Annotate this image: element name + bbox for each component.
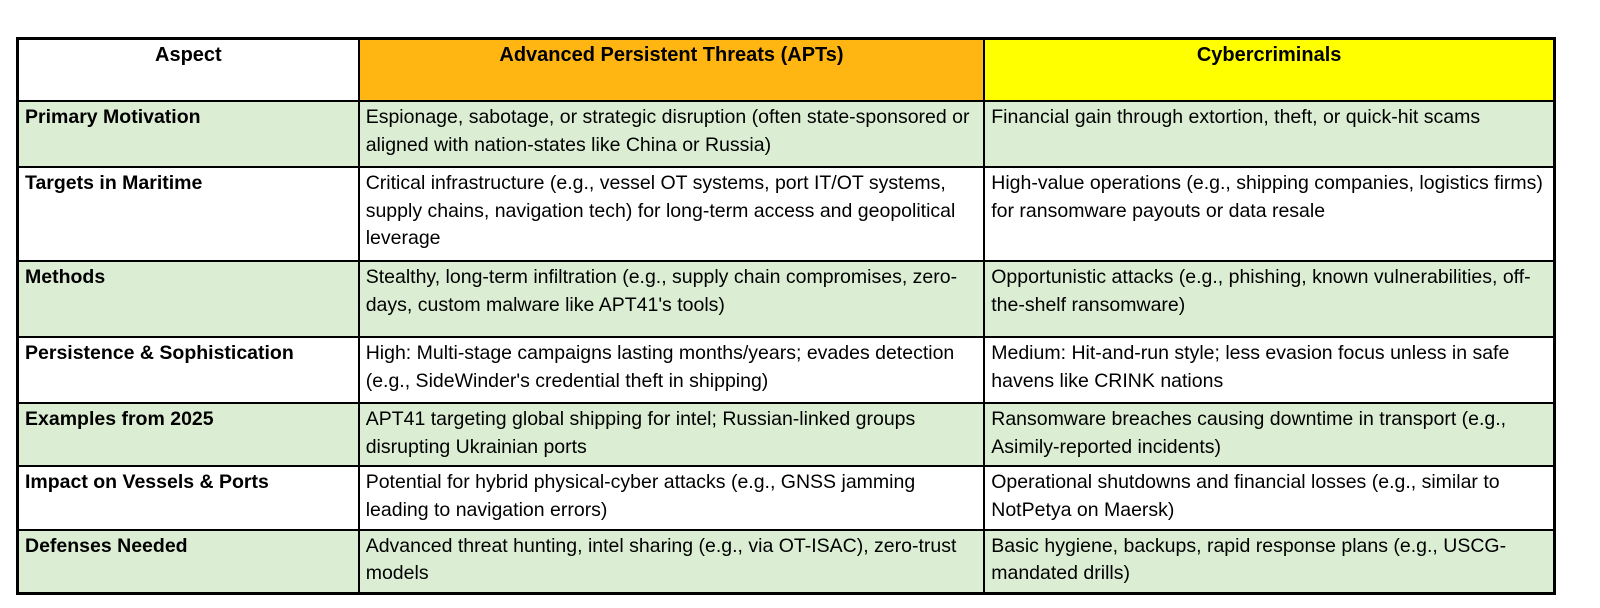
apt-cell: Espionage, sabotage, or strategic disruption (often state-sponsored or aligned with nation-states like China or Russia) (359, 101, 985, 167)
row-header-cell: Methods (18, 261, 359, 337)
table-row (18, 530, 1555, 594)
row-header-cell: Defenses Needed (18, 530, 359, 594)
row-header-cell: Examples from 2025 (18, 403, 359, 466)
table-row (18, 403, 1555, 466)
row-header-cell: Primary Motivation (18, 101, 359, 167)
cybercriminals-cell: Opportunistic attacks (e.g., phishing, known vulnerabilities, off-the-shelf ransomware) (984, 261, 1554, 337)
cybercriminals-cell: Medium: Hit-and-run style; less evasion focus unless in safe havens like CRINK nations (984, 337, 1554, 403)
table-row (18, 167, 1555, 261)
column-header-aspect: Aspect (18, 39, 359, 102)
apt-cell: APT41 targeting global shipping for intel; Russian-linked groups disrupting Ukrainian ports (359, 403, 985, 466)
table-row (18, 337, 1555, 403)
apt-cell: High: Multi-stage campaigns lasting months/years; evades detection (e.g., SideWinder's credential theft in shipping) (359, 337, 985, 403)
cybercriminals-cell: Basic hygiene, backups, rapid response plans (e.g., USCG-mandated drills) (984, 530, 1554, 594)
column-header-apts: Advanced Persistent Threats (APTs) (359, 39, 985, 102)
apt-cell: Advanced threat hunting, intel sharing (e.g., via OT-ISAC), zero-trust models (359, 530, 985, 594)
cybercriminals-cell: High-value operations (e.g., shipping companies, logistics firms) for ransomware payouts or data resale (984, 167, 1554, 261)
cybercriminals-cell: Financial gain through extortion, theft, or quick-hit scams (984, 101, 1554, 167)
table-row (18, 261, 1555, 337)
apt-cell: Critical infrastructure (e.g., vessel OT systems, port IT/OT systems, supply chains, navigation tech) for long-term access and geopolitical leverage (359, 167, 985, 261)
apt-cell: Stealthy, long-term infiltration (e.g., supply chain compromises, zero-days, custom malware like APT41's tools) (359, 261, 985, 337)
table-row (18, 101, 1555, 167)
table-header-row (18, 39, 1555, 102)
cybercriminals-cell: Operational shutdowns and financial losses (e.g., similar to NotPetya on Maersk) (984, 466, 1554, 529)
table-body (18, 101, 1555, 594)
row-header-cell: Persistence & Sophistication (18, 337, 359, 403)
cybercriminals-cell: Ransomware breaches causing downtime in transport (e.g., Asimily-reported incidents) (984, 403, 1554, 466)
apt-vs-cybercriminals-table (16, 37, 1556, 595)
apt-cell: Potential for hybrid physical-cyber attacks (e.g., GNSS jamming leading to navigation errors) (359, 466, 985, 529)
row-header-cell: Impact on Vessels & Ports (18, 466, 359, 529)
row-header-cell: Targets in Maritime (18, 167, 359, 261)
comparison-table-container (16, 37, 1556, 595)
table-row (18, 466, 1555, 529)
column-header-cybercriminals: Cybercriminals (984, 39, 1554, 102)
